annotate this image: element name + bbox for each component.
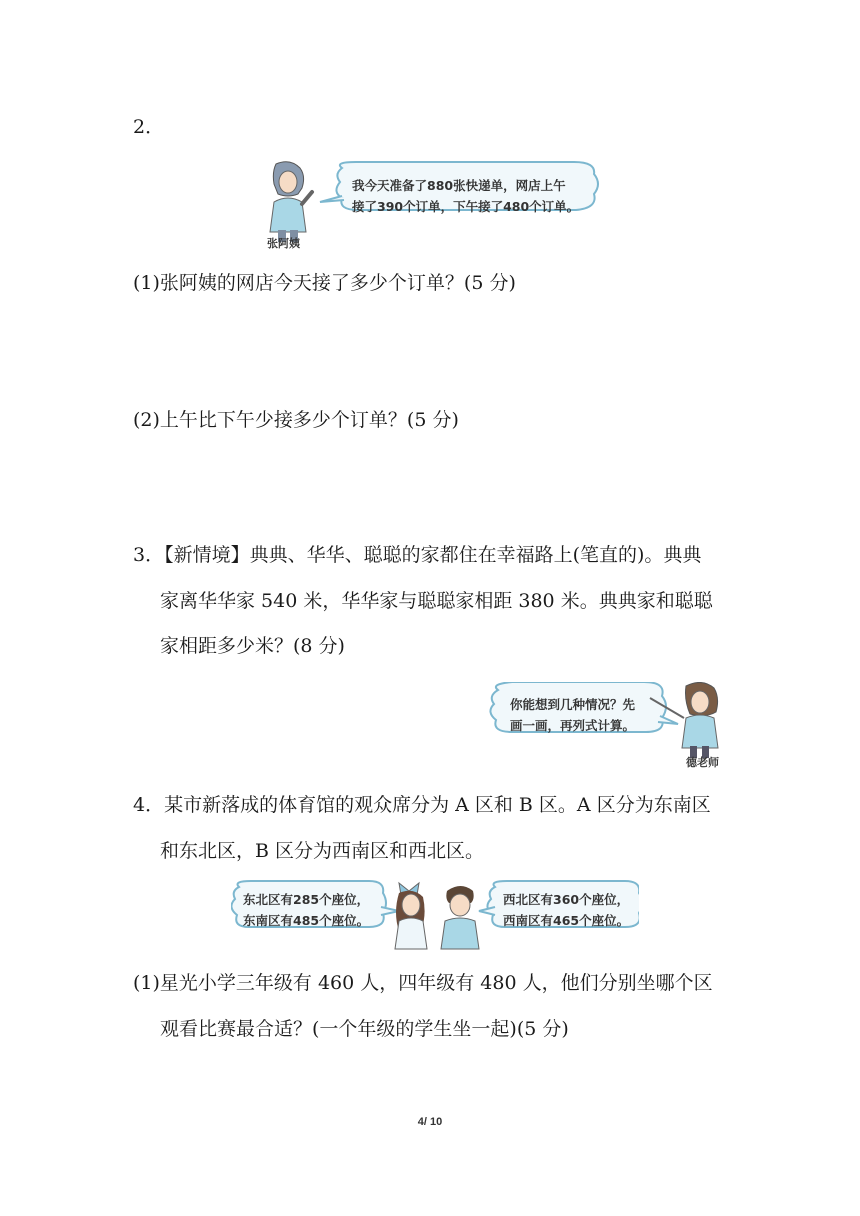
q4-speech-right-line-2: 西南区有465个座位。 [503, 913, 630, 928]
q3-line-1: 3．【新情境】典典、华华、聪聪的家都住在幸福路上(笔直的)。典典 [133, 544, 702, 566]
q4-speech-left-line-2: 东南区有485个座位。 [243, 913, 370, 928]
q3-illustration [488, 682, 730, 770]
q4-sub-question-1-line-2: 观看比赛最合适？(一个年级的学生坐一起)(5 分) [160, 1018, 569, 1040]
q3-line-3: 家相距多少米？(8 分) [160, 635, 345, 657]
q4-speech-left-line-1: 东北区有285个座位， [243, 892, 370, 907]
q3-line-2: 家离华华家 540 米，华华家与聪聪家相距 380 米。典典家和聪聪 [160, 590, 713, 612]
q2-illustration [262, 160, 607, 252]
q3-speech-line-2: 画一画，再列式计算。 [510, 718, 636, 733]
q2-speech-line-2: 接了390个订单，下午接了480个订单。 [352, 199, 580, 214]
q3-speech-line-1: 你能想到几种情况？先 [510, 697, 636, 712]
q2-character-name: 张阿姨 [267, 237, 300, 250]
q4-line-1: 4．某市新落成的体育馆的观众席分为 A 区和 B 区。A 区分为东南区 [133, 794, 711, 816]
q3-character-name: 德老师 [686, 756, 719, 769]
q4-illustration [231, 879, 639, 951]
q2-sub-question-2: (2)上午比下午少接多少个订单？(5 分) [133, 409, 459, 431]
q4-sub-question-1-line-1: (1)星光小学三年级有 460 人，四年级有 480 人，他们分别坐哪个区 [133, 972, 713, 994]
q4-line-2: 和东北区，B 区分为西南区和西北区。 [160, 840, 485, 862]
page-number: 4/ 10 [417, 1116, 443, 1128]
q2-speech-line-1: 我今天准备了880张快递单，网店上午 [352, 178, 566, 193]
q2-number: 2． [133, 116, 165, 138]
q2-sub-question-1: (1)张阿姨的网店今天接了多少个订单？(5 分) [133, 272, 516, 294]
q4-speech-right-line-1: 西北区有360个座位， [503, 892, 630, 907]
